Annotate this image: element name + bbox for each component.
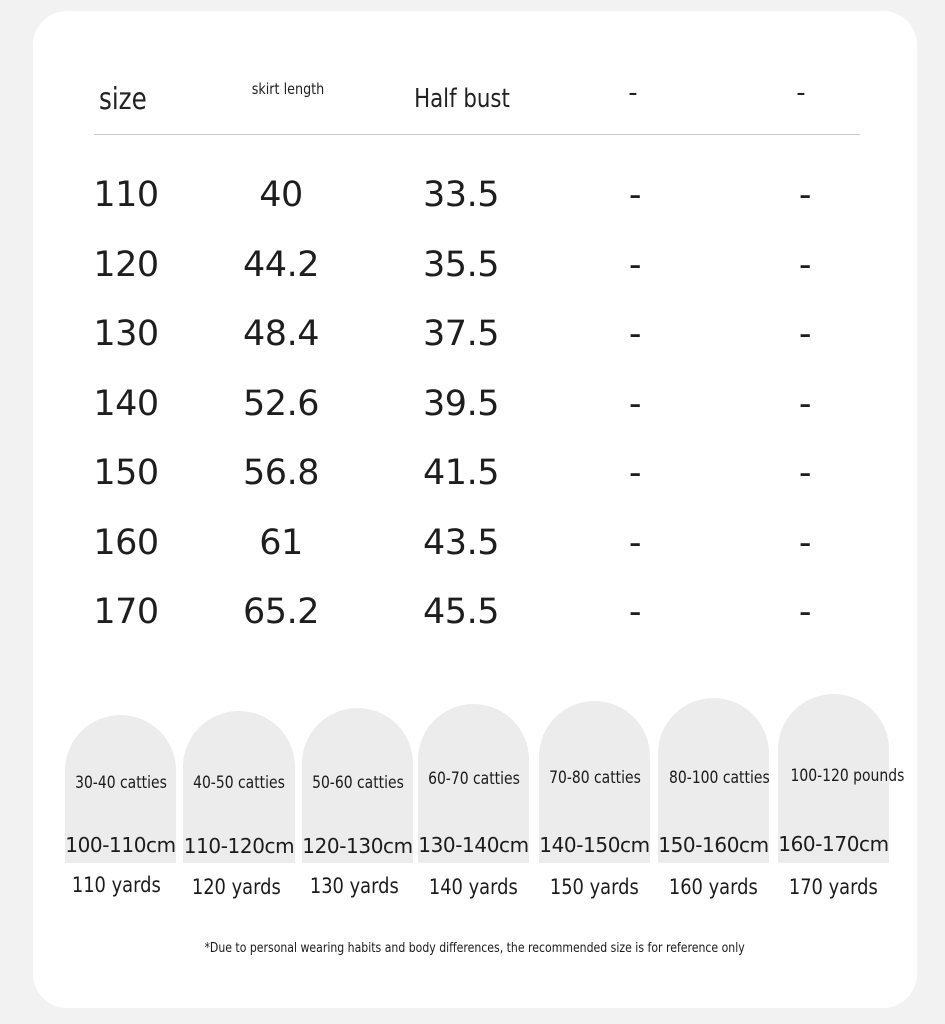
cell-col4: - bbox=[628, 175, 642, 215]
recommendation-arch bbox=[183, 711, 295, 863]
height-range: 110-120cm bbox=[183, 834, 295, 858]
table-row bbox=[33, 170, 917, 220]
table-row bbox=[33, 240, 917, 290]
weight-range: 50-60 catties bbox=[312, 773, 404, 793]
header-col5: - bbox=[796, 78, 806, 108]
cell-col4: - bbox=[628, 384, 642, 424]
header-col4: - bbox=[628, 78, 638, 108]
yards-label: 110 yards bbox=[72, 873, 161, 897]
cell-skirt-length: 40 bbox=[259, 175, 303, 215]
header-half-bust: Half bust bbox=[414, 84, 510, 114]
cell-skirt-length: 65.2 bbox=[243, 592, 319, 632]
cell-col4: - bbox=[628, 245, 642, 285]
table-row bbox=[33, 587, 917, 637]
recommendation-arches bbox=[65, 693, 905, 863]
size-chart-card bbox=[33, 11, 917, 1008]
recommendation-arch bbox=[65, 715, 176, 863]
recommendation-arch bbox=[539, 701, 650, 863]
cell-col5: - bbox=[798, 592, 812, 632]
cell-skirt-length: 61 bbox=[259, 523, 303, 563]
height-range: 140-150cm bbox=[539, 833, 650, 857]
cell-col4: - bbox=[628, 314, 642, 354]
height-range: 160-170cm bbox=[778, 832, 889, 856]
table-row bbox=[33, 309, 917, 359]
cell-half-bust: 33.5 bbox=[423, 175, 499, 215]
yards-label: 170 yards bbox=[789, 875, 878, 899]
cell-col5: - bbox=[798, 245, 812, 285]
cell-half-bust: 45.5 bbox=[423, 592, 499, 632]
weight-range: 100-120 pounds bbox=[790, 766, 905, 786]
cell-col4: - bbox=[628, 523, 642, 563]
height-range: 100-110cm bbox=[65, 833, 176, 857]
yards-label: 140 yards bbox=[429, 875, 518, 899]
cell-size: 110 bbox=[93, 175, 159, 215]
height-range: 130-140cm bbox=[418, 833, 529, 857]
yards-label: 120 yards bbox=[191, 875, 281, 899]
cell-size: 170 bbox=[93, 592, 159, 632]
table-row bbox=[33, 448, 917, 498]
cell-skirt-length: 52.6 bbox=[243, 384, 319, 424]
weight-range: 30-40 catties bbox=[75, 773, 167, 793]
yards-label: 130 yards bbox=[310, 874, 399, 898]
cell-col5: - bbox=[798, 523, 812, 563]
header-divider bbox=[94, 134, 860, 135]
yards-label: 150 yards bbox=[550, 875, 639, 899]
header-size: size bbox=[99, 81, 147, 117]
yards-label: 160 yards bbox=[669, 875, 758, 899]
height-range: 150-160cm bbox=[658, 833, 769, 857]
cell-half-bust: 41.5 bbox=[423, 453, 499, 493]
weight-range: 40-50 catties bbox=[193, 773, 285, 793]
cell-size: 140 bbox=[93, 384, 159, 424]
cell-size: 130 bbox=[93, 314, 159, 354]
header-skirt-length: skirt length bbox=[251, 80, 325, 98]
disclaimer-note: *Due to personal wearing habits and body differences, the recommended size is for reference only bbox=[204, 941, 746, 956]
cell-size: 150 bbox=[93, 453, 159, 493]
cell-half-bust: 43.5 bbox=[423, 523, 499, 563]
table-row bbox=[33, 518, 917, 568]
cell-half-bust: 37.5 bbox=[423, 314, 499, 354]
cell-skirt-length: 44.2 bbox=[243, 245, 319, 285]
cell-half-bust: 39.5 bbox=[423, 384, 499, 424]
cell-col5: - bbox=[798, 384, 812, 424]
cell-col4: - bbox=[628, 592, 642, 632]
weight-range: 60-70 catties bbox=[428, 769, 520, 789]
cell-half-bust: 35.5 bbox=[423, 245, 499, 285]
cell-col5: - bbox=[798, 314, 812, 354]
cell-col5: - bbox=[798, 453, 812, 493]
height-range: 120-130cm bbox=[302, 834, 413, 858]
recommendation-arch bbox=[418, 704, 529, 863]
weight-range: 80-100 catties bbox=[669, 768, 770, 788]
cell-skirt-length: 48.4 bbox=[243, 314, 319, 354]
table-row bbox=[33, 379, 917, 429]
recommendation-arch bbox=[302, 708, 413, 863]
cell-size: 160 bbox=[93, 523, 159, 563]
cell-size: 120 bbox=[93, 245, 159, 285]
recommendation-arch bbox=[778, 694, 905, 863]
weight-range: 70-80 catties bbox=[549, 768, 641, 788]
recommendation-arch bbox=[658, 698, 769, 863]
cell-col4: - bbox=[628, 453, 642, 493]
cell-skirt-length: 56.8 bbox=[243, 453, 319, 493]
cell-col5: - bbox=[798, 175, 812, 215]
